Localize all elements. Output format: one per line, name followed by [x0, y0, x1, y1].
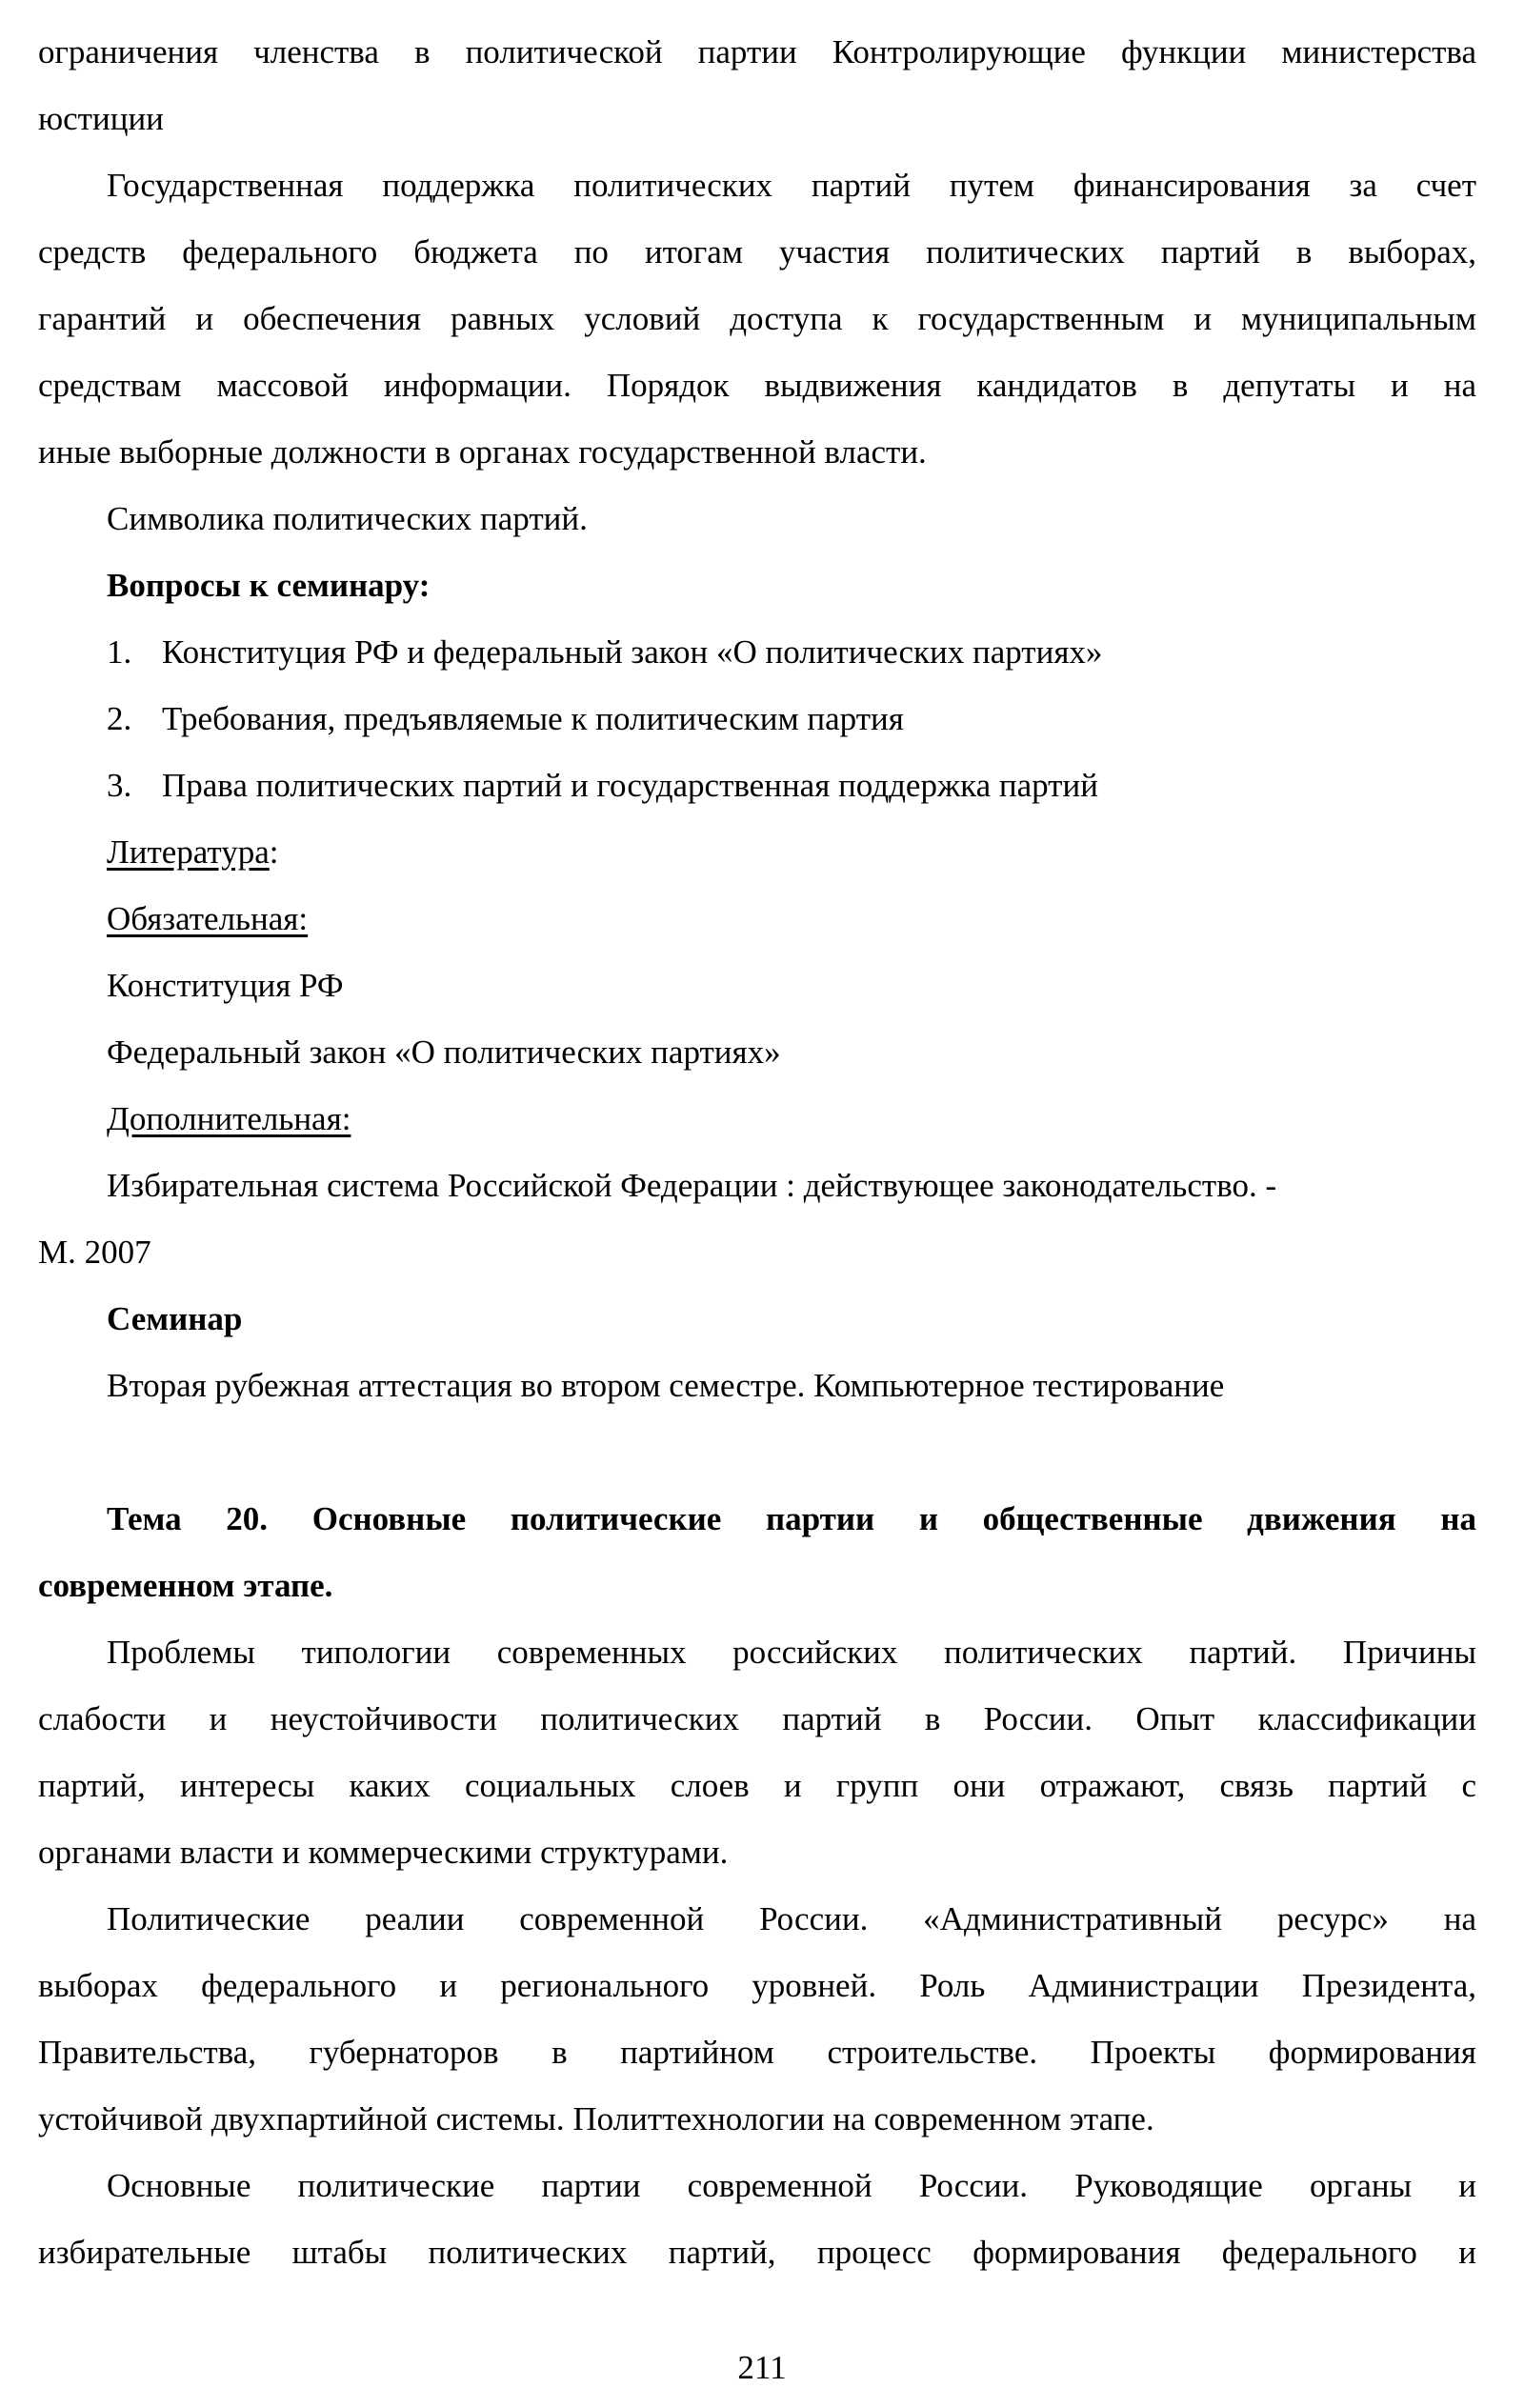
list-text: Права политических партий и государственная поддержка партий: [162, 767, 1098, 804]
text-line: выборах федерального и регионального уровней. Роль Администрации Президента,: [38, 1967, 1476, 2004]
paragraph-start: Проблемы типологии современных российских политических партий. Причины: [107, 1634, 1476, 1671]
seminar-questions-heading: Вопросы к семинару:: [107, 567, 431, 604]
text-line: гарантий и обеспечения равных условий доступа к государственным и муниципальным: [38, 300, 1476, 337]
text-line: Вторая рубежная аттестация во втором семестре. Компьютерное тестирование: [107, 1367, 1225, 1404]
reference-item: Конституция РФ: [107, 967, 344, 1004]
page-number: 211: [737, 2349, 787, 2386]
literature-label: Литература: [107, 833, 270, 871]
reference-item: Федеральный закон «О политических партиях»: [107, 1033, 781, 1071]
list-item: [38, 686, 1476, 752]
paragraph-start: Государственная поддержка политических партий путем финансирования за счет: [107, 167, 1476, 204]
list-number: 2.: [107, 700, 132, 737]
paragraph-start: Символика политических партий.: [107, 500, 588, 537]
text-line: юстиции: [38, 100, 164, 137]
literature-heading: [38, 819, 1476, 886]
reference-item-continued: М. 2007: [38, 1234, 151, 1271]
list-text: Конституция РФ и федеральный закон «О политических партиях»: [162, 633, 1103, 671]
list-item: [38, 752, 1476, 819]
topic-heading-continued: современном этапе.: [38, 1567, 333, 1604]
list-number: 3.: [107, 767, 132, 804]
list-number: 1.: [107, 633, 132, 671]
seminar-heading: Семинар: [107, 1300, 243, 1337]
text-line: иные выборные должности в органах государственной власти.: [38, 433, 927, 471]
text-line: средств федерального бюджета по итогам участия политических партий в выборах,: [38, 233, 1476, 271]
additional-heading: [38, 1086, 1476, 1153]
reference-item: Избирательная система Российской Федерации : действующее законодательство. -: [107, 1167, 1277, 1204]
list-item: [38, 619, 1476, 686]
text-line: избирательные штабы политических партий, процесс формирования федерального и: [38, 2234, 1476, 2271]
document-page: [38, 19, 1476, 2286]
required-label: Обязательная:: [107, 900, 309, 937]
list-text: Требования, предъявляемые к политическим партия: [162, 700, 904, 737]
paragraph-start: Политические реалии современной России. «Административный ресурс» на: [107, 1900, 1476, 1937]
spacer: [38, 1419, 1476, 1486]
paragraph-start: Основные политические партии современной России. Руководящие органы и: [107, 2167, 1476, 2204]
text-line: партий, интересы каких социальных слоев и групп они отражают, связь партий с: [38, 1767, 1476, 1804]
text-line: органами власти и коммерческими структурами.: [38, 1834, 729, 1871]
text-line: средствам массовой информации. Порядок выдвижения кандидатов в депутаты и на: [38, 367, 1476, 404]
text-line: ограничения членства в политической партии Контролирующие функции министерства: [38, 33, 1476, 70]
topic-heading: Тема 20. Основные политические партии и общественные движения на: [107, 1500, 1476, 1537]
text-line: слабости и неустойчивости политических партий в России. Опыт классификации: [38, 1700, 1476, 1737]
literature-colon: :: [269, 833, 279, 871]
text-line: Правительства, губернаторов в партийном строительстве. Проекты формирования: [38, 2034, 1476, 2071]
text-line: устойчивой двухпартийной системы. Политтехнологии на современном этапе.: [38, 2100, 1154, 2137]
required-heading: [38, 886, 1476, 953]
additional-label: Дополнительная:: [107, 1100, 351, 1137]
